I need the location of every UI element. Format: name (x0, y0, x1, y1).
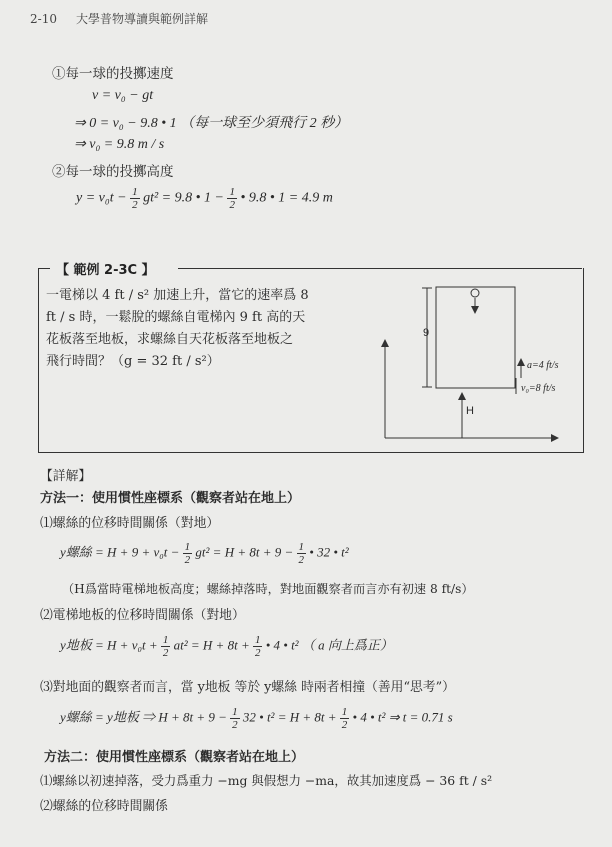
eq-floor-left: y地板 = H + v₀t + (60, 637, 158, 653)
eq-collision-mid: 32 • t² = H + 8t + (242, 709, 337, 725)
frac-den: 2 (162, 647, 169, 659)
frac-den: 2 (298, 554, 305, 566)
frac-num: 1 (254, 634, 261, 646)
eq-height-right: • 9.8 • 1 = 4.9 m (240, 190, 333, 206)
frac-num: 1 (162, 634, 169, 646)
fraction-half (253, 634, 263, 659)
fraction-half (340, 706, 350, 731)
eq-collision-right: • 4 • t² ⇒ t = 0.71 s (352, 709, 453, 725)
frac-den: 2 (184, 554, 191, 566)
frac-den: 2 (254, 647, 261, 659)
frac-den: 2 (341, 719, 348, 731)
fraction-half (161, 634, 171, 659)
method2-title: 方法二：使用慣性座標系（觀察者站在地上） (44, 750, 305, 765)
eq-velocity-zero: ⇒ 0 = v₀ − 9.8 • 1 （每一球至少須飛行 2 秒） (74, 116, 349, 131)
problem-line: 一電梯以 4 ft / s² 加速上升，當它的速率爲 8 (46, 288, 309, 303)
problem-line: 飛行時間？（g = 32 ft / s²） (46, 354, 220, 369)
item2-title: ②每一球的投擲高度 (52, 164, 174, 180)
frac-den: 2 (232, 719, 238, 731)
eq-v0-result: ⇒ v₀ = 9.8 m / s (74, 137, 165, 152)
item1-title: ①每一球的投擲速度 (52, 66, 174, 82)
fraction-half (230, 706, 240, 731)
fraction-half (297, 541, 307, 566)
frac-num: 1 (132, 186, 138, 198)
eq-collision (60, 706, 453, 731)
frac-den: 2 (132, 199, 138, 211)
step1: ⑴螺絲的位移時間關係（對地） (40, 516, 220, 531)
eq-floor (60, 634, 393, 659)
frac-num: 1 (232, 706, 238, 718)
height-label: 9 (423, 327, 430, 339)
frac-num: 1 (229, 186, 235, 198)
step3: ⑶對地面的觀察者而言，當 y地板 等於 y螺絲 時兩者相撞（善用“思考”） (40, 680, 455, 695)
page-number: 2-10 (30, 12, 57, 26)
eq-height-mid: gt² = 9.8 • 1 − (143, 190, 224, 206)
fraction-half (183, 541, 193, 566)
eq-screw-right: • 32 • t² (309, 544, 349, 560)
ground-label: H (466, 405, 474, 417)
eq-height-left: y = v₀t − (76, 190, 127, 206)
eq-screw (60, 541, 349, 566)
frac-den: 2 (229, 199, 235, 211)
solution-heading: 【詳解】 (40, 469, 92, 484)
step4: ⑴螺絲以初速掉落，受力爲重力 −mg 與假想力 −ma，故其加速度爲 − 36 ft / s² (40, 773, 493, 788)
eq-screw-mid: gt² = H + 8t + 9 − (195, 544, 294, 560)
frac-num: 1 (341, 706, 348, 718)
eq-floor-right: • 4 • t² （ a 向上爲正） (265, 637, 393, 653)
screw-icon (471, 289, 479, 297)
eq-floor-mid: at² = H + 8t + (173, 637, 250, 653)
example-title: 【 範例 2-3C 】 (56, 263, 155, 278)
accel-label: a=4 ft/s (527, 360, 559, 371)
note: （H爲當時電梯地板高度；螺絲掉落時，對地面觀察者而言亦有初速 8 ft/s） (62, 582, 474, 596)
step5: ⑵螺絲的位移時間關係 (40, 799, 168, 814)
step2: ⑵電梯地板的位移時間關係（對地） (40, 608, 245, 623)
frac-num: 1 (184, 541, 191, 553)
problem-line: ft / s 時，一鬆脫的螺絲自電梯內 9 ft 高的天 (46, 310, 306, 325)
eq-screw-left: y螺絲 = H + 9 + v₀t − (60, 544, 180, 560)
book-title: 大學普物導讀與範例詳解 (76, 12, 209, 26)
velocity-label: v₀=8 ft/s (521, 383, 556, 394)
method1-title: 方法一：使用慣性座標系（觀察者站在地上） (40, 491, 301, 506)
frac-num: 1 (298, 541, 305, 553)
problem-line: 花板落至地板，求螺絲自天花板落至地板之 (46, 332, 294, 347)
eq-collision-left: y螺絲 = y地板 ⇒ H + 8t + 9 − (60, 709, 227, 725)
eq-velocity: v = v₀ − gt (92, 88, 154, 103)
